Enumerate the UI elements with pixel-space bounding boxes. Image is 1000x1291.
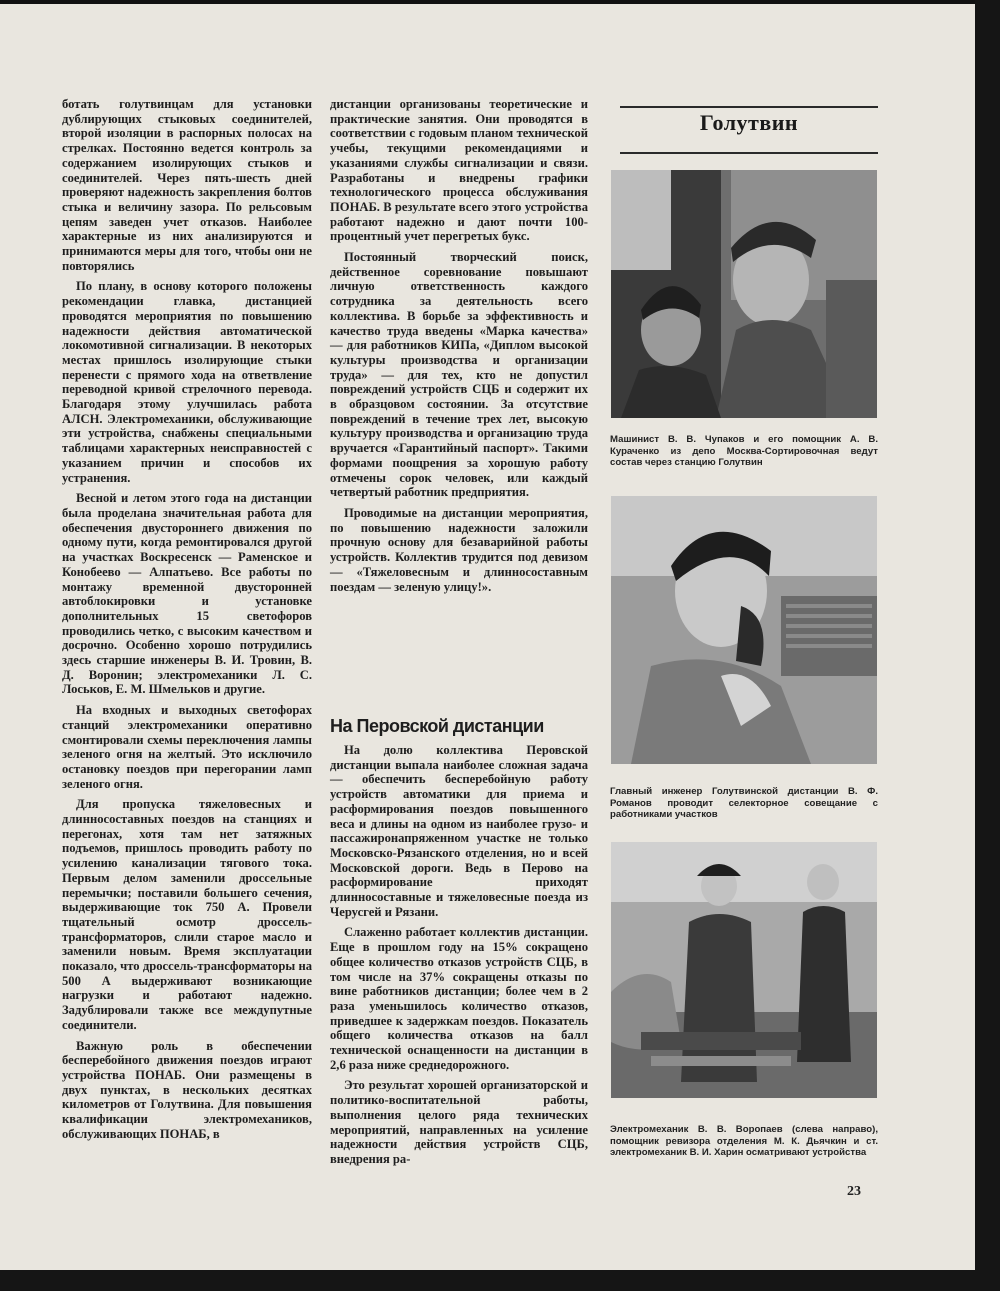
paragraph: Проводимые на дистанции мероприятия, по повышению надежности заложили прочную основу для безаварийной работы устройств. Коллектив трудится под девизом — «Тяжеловесным и длинносоставным поездам — зеленую улицу!».: [330, 505, 588, 594]
scan-edge: [975, 0, 1000, 1291]
paragraph: На входных и выходных светофорах станций электромеханики оперативно смонтировали схемы переключения лампы зеленого огня на желтый. Это исключило остановку поездов при перегорании ламп зеленого огня.: [62, 703, 312, 791]
page-number: 23: [847, 1184, 861, 1199]
scan-edge: [0, 1270, 1000, 1291]
paragraph: дистанции организованы теоретические и практические занятия. Они проводятся в соответствии с годовым планом технической учебы, текущими рекомендациями и указаниями службы сигнализации и связи. Разработаны и внедрены графики технологического процесса обслуживания ПОНАБ. В результате всего этого устройства работают надежно и дают почти 100-процентный учет перегретых букс.: [330, 97, 588, 244]
paragraph: Для пропуска тяжеловесных и длинносоставных поездов на станциях и перегонах, хотя там нет затяжных подъемов, пришлось проводить работу по усилению канализации тягового тока. Первым делом заменили дроссельные перемычки; поставили большего сечения, выдерживающие ток 750 А. Провели тщательный осмотр дроссель-трансформаторов, слили старое масло и заменили новым. Время эксплуатации показало, что дроссель-трансформаторы на 500 А выдерживают возникающие нагрузки и работают надежно. Задублировали также все междупутные соединители.: [62, 797, 312, 1032]
photo-caption: Электромеханик В. В. Воропаев (слева направо), помощник ревизора отделения М. К. Дьячкин и ст. электромеханик В. И. Харин осматривают устройства: [610, 1124, 878, 1158]
title-rule-bottom: [620, 152, 878, 154]
paragraph: Постоянный творческий поиск, действенное соревнование повышают личную ответственность каждого сотрудника за деятельность всего коллектива. В борьбе за эффективность и качество труда введены «Марка качества» — для работников КИПа, «Диплом высокой культуры производства и организации труда» — для тех, кто не допустил повреждений устройств СЦБ и содержит их в образцовом состоянии. За отсутствие повреждений в течение трех лет, высокую культуру производства и организацию труда вручается «Гарантийный паспорт». Такими формами поощрения за хорошую работу отмечены сорок человек, или каждый четвертый работник предприятия.: [330, 250, 588, 500]
perovo-section: [330, 715, 588, 1173]
paragraph: Это результат хорошей организаторской и политико-воспитательной работы, выполнения целого ряда технических мероприятий, направленных на усиление надежности действия устройств СЦБ, внедрения ра-: [330, 1078, 588, 1166]
paragraph: Весной и летом этого года на дистанции была проделана значительная работа для обеспечения двустороннего движения по одному пути, когда ремонтировался другой на участках Воскресенск — Раменское и Конобеево — Алпатьево. Все работы по монтажу временной двусторонней автоблокировки и установке дополнительных 15 светофоров проводились четко, с высоким качеством и досрочно. Особенно хорошо потрудились здесь старшие инженеры В. И. Тровин, В. Д. Воронин; электромеханики Л. С. Лоськов, Е. М. Шмельков и другие.: [62, 491, 312, 697]
paragraph: По плану, в основу которого положены рекомендации главка, дистанцией проводятся мероприятия по повышению надежности действия автоматической локомотивной сигнализации. В некоторых местах пришлось изолирующие стыки перенести с прямого хода на ответвление переводной кривой стрелочного перевода. Благодаря этому улучшилась работа АЛСН. Электромеханики, обслуживающие эти устройства, снабжены специальными таблицами характерных неисправностей с указанием причин и способов их устранения.: [62, 279, 312, 485]
paragraph: На долю коллектива Перовской дистанции выпала наиболее сложная задача — обеспечить бесперебойную работу устройств автоматики для приема и расформирования поездов повышенного веса и длины на одном из наиболее грузо- и пассажиронапряженном участке не только Московско-Рязанского отделения, но и всей Московской дороги. Ведь в Перово на расформирование приходят длинносоставные и тяжеловесные поезда из Черусгей и Рязани.: [330, 743, 588, 919]
paragraph: ботать голутвинцам для установки дублирующих стыковых соединителей, второй изоляции в распорных полосах на стрелках. Постоянно ведется контроль за содержанием изолирующих стыков и соединителей. Через пять-шесть дней проверяют надежность закрепления болтов стыка и величину зазора. По рельсовым цепям заведен учет отказов. Наиболее характерные из них анализируются и принимаются меры для того, чтобы они не повторялись: [62, 97, 312, 273]
scan-edge: [0, 0, 1000, 4]
paragraph: Важную роль в обеспечении бесперебойного движения поездов играют устройства ПОНАБ. Они размещены в двух пунктах, в нескольких десятках километров от Голутвина. Для повышения квалификации электромехаников, обслуживающих ПОНАБ, в: [62, 1038, 312, 1141]
text-column-left: [62, 97, 312, 1148]
title-rule-top: [620, 106, 878, 108]
photo-electromechanics: [611, 842, 877, 1098]
photo-chief-engineer: [611, 496, 877, 764]
text-column-middle: [330, 97, 588, 1166]
paragraph: Слаженно работает коллектив дистанции. Еще в прошлом году на 15% сокращено общее количество отказов устройств СЦБ, в том числе на 37% сокращены отказы по вине работников дистанции; более чем в 2 раза уменьшилось количество отказов, приведшее к задержкам поездов. Показатель общего количества отказов на балл технической оснащенности на дистанции в 2,6 раза ниже среднедорожного.: [330, 925, 588, 1072]
section-title: Голутвин: [699, 110, 799, 135]
section-subheading: На Перовской дистанции: [330, 716, 544, 736]
photo-caption: Машинист В. В. Чупаков и его помощник А. В. Кураченко из депо Москва-Сортировочная ведут состав через станцию Голутвин: [610, 434, 878, 468]
photo-locomotive-drivers: [611, 170, 877, 418]
photo-caption: Главный инженер Голутвинской дистанции В. Ф. Романов проводит селекторное совещание с работниками участков: [610, 786, 878, 820]
